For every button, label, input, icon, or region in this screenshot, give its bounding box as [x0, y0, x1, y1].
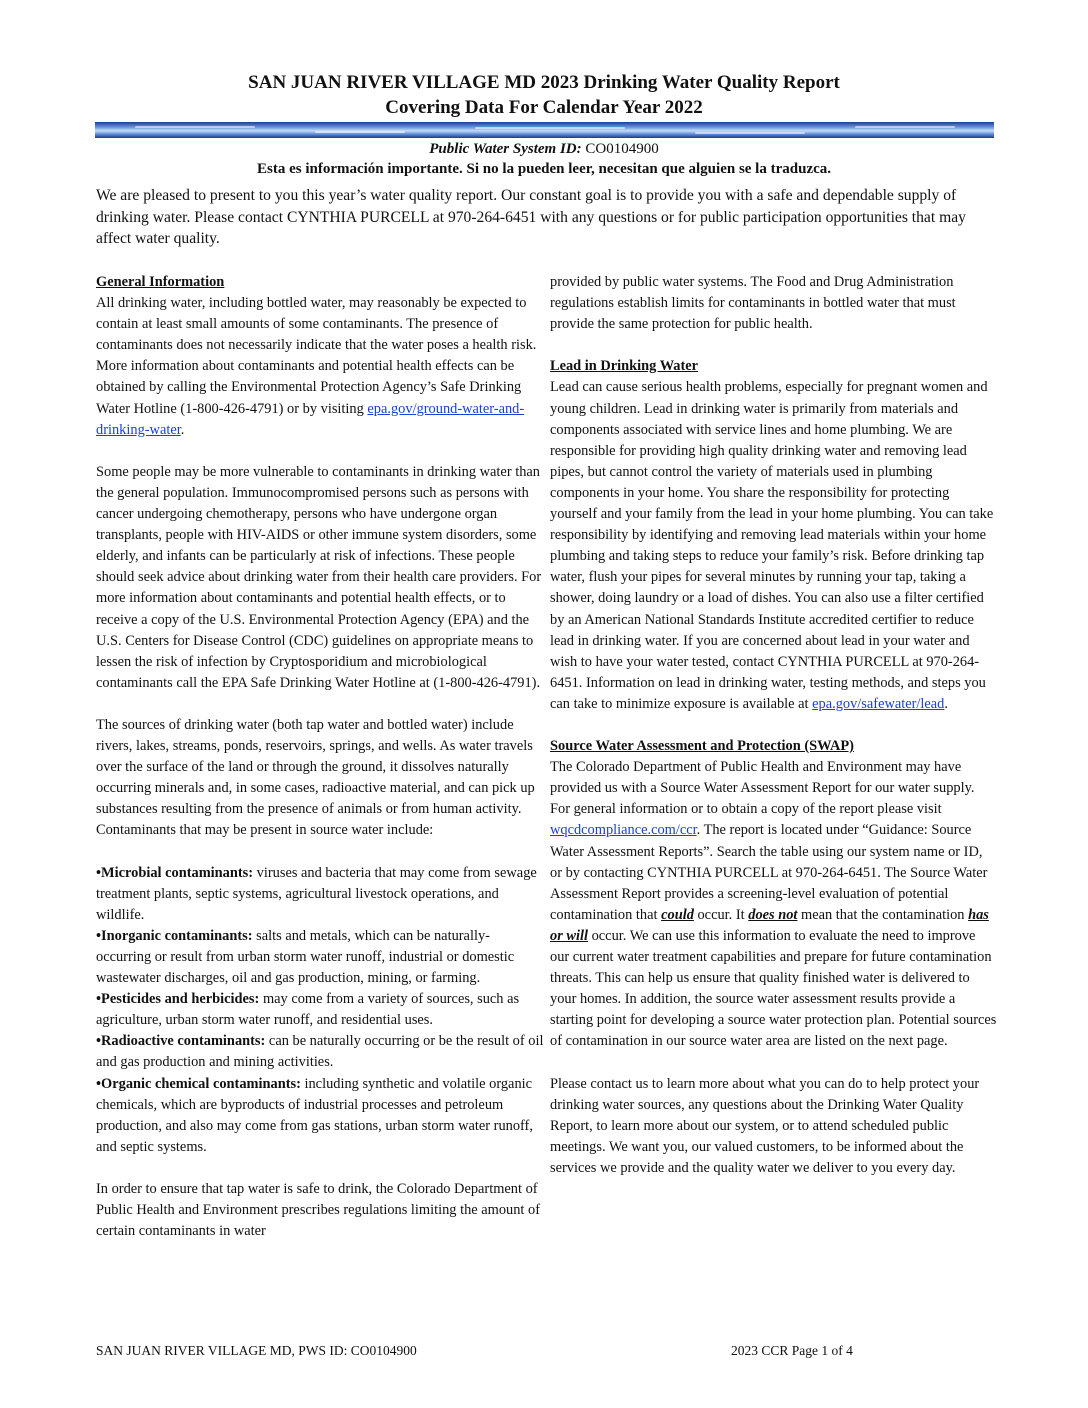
- pws-id-label: Public Water System ID:: [429, 141, 582, 157]
- epa-drinking-water-link[interactable]: epa.gov/ground-water-and-drinking-water: [96, 400, 525, 438]
- report-subtitle: Covering Data For Calendar Year 2022: [385, 97, 703, 118]
- lead-paragraph: Lead can cause serious health problems, especially for pregnant women and young children. Lead in drinking water is primarily from materials and components associated with service lines and home plumbing. We are responsible for providing high quality drinking water and removing lead pipes, but cannot control the variety of materials used in plumbing components in your home. You share the responsibility for protecting yourself and your family from the lead in your home plumbing. You can take responsibility by identifying and removing lead materials within your home plumbing and taking steps to reduce your family’s risk. Before drinking tap water, flush your pipes for several minutes by running your tap, taking a shower, doing laundry or a load of dishes. You can also use a filter certified by an American National Standards Institute accredited certifier to reduce lead in drinking water. If you are concerned about lead in your water and wish to have your water tested, contact CYNTHIA PURCELL at 970-264-6451. Information on lead in drinking water, testing methods, and steps you can take to minimize exposure is available at epa.gov/safewater/lead.: [550, 379, 994, 712]
- pws-id-line: [0, 140, 1088, 159]
- spanish-notice: Esta es información importante. Si no la pueden leer, necesitan que alguien se la traduzca.: [256, 161, 832, 177]
- regulations-paragraph-continued: provided by public water systems. The Food and Drug Administration regulations establish limits for contaminants in bottled water that must provide the same protection for public health.: [550, 274, 956, 333]
- report-title: SAN JUAN RIVER VILLAGE MD 2023 Drinking Water Quality Report: [248, 72, 840, 93]
- footer-system-id: SAN JUAN RIVER VILLAGE MD, PWS ID: CO0104900: [96, 1343, 417, 1358]
- footer-page-number: 2023 CCR Page 1 of 4: [731, 1343, 853, 1358]
- contaminant-item: •Radioactive contaminants: can be naturally occurring or be the result of oil and gas production and mining activities.: [96, 1033, 544, 1071]
- sources-paragraph: The sources of drinking water (both tap water and bottled water) include rivers, lakes, streams, ponds, reservoirs, springs, and wells. As water travels over the surface of the land or through the ground, it dissolves naturally occurring minerals and, in some cases, radioactive material, and can pick up substances resulting from the presence of animals or from human activity. Contaminants that may be present in source water include:: [96, 716, 535, 839]
- epa-lead-link[interactable]: epa.gov/safewater/lead: [812, 695, 945, 712]
- left-column: [96, 272, 544, 1242]
- swap-heading: Source Water Assessment and Protection (SWAP): [550, 738, 854, 755]
- contaminant-item: •Microbial contaminants: viruses and bacteria that may come from sewage treatment plants, septic systems, agricultural livestock operations, and wildlife.: [96, 864, 537, 923]
- regulations-paragraph: In order to ensure that tap water is safe to drink, the Colorado Department of Public Health and Environment prescribes regulations limiting the amount of certain contaminants in water: [96, 1181, 541, 1240]
- intro-paragraph: We are pleased to present to you this year’s water quality report. Our constant goal is to provide you with a safe and dependable supply of drinking water. Please contact CYNTHIA PURCELL at 970-264-6451 with any questions or for public participation opportunities that may affect water quality.: [96, 187, 966, 247]
- contact-paragraph: Please contact us to learn more about what you can do to help protect your drinking water sources, any questions about the Drinking Water Quality Report, to learn more about our system, or to attend scheduled public meetings. We want you, our valued customers, to be informed about the services we provide and the quality water we deliver to you every day.: [550, 1075, 980, 1176]
- vulnerable-populations-paragraph: Some people may be more vulnerable to contaminants in drinking water than the general population. Immunocompromised persons such as persons with cancer undergoing chemotherapy, persons who have undergone organ transplants, people with HIV-AIDS or other immune system disorders, some elderly, and infants can be particularly at risk of infections. These people should seek advice about drinking water from their health care providers. For more information about contaminants and potential health effects, or to receive a copy of the U.S. Environmental Protection Agency (EPA) and the U.S. Centers for Disease Control (CDC) guidelines on appropriate means to lessen the risk of infection by Cryptosporidium and microbiological contaminants call the EPA Safe Drinking Water Hotline at (1-800-426-4791).: [96, 463, 542, 691]
- general-info-heading: General Information: [96, 274, 225, 290]
- wqcd-compliance-link[interactable]: wqcdcompliance.com/ccr: [550, 822, 697, 839]
- contaminant-item: •Inorganic contaminants: salts and metals, which can be naturally-occurring or result from urban storm water runoff, industrial or domestic wastewater discharges, oil and gas production, mining, or farming.: [96, 927, 515, 987]
- lead-heading: Lead in Drinking Water: [550, 358, 699, 375]
- water-banner: [95, 122, 994, 138]
- swap-paragraph: The Colorado Department of Public Health and Environment may have provided us with a Source Water Assessment Report for our water supply. For general information or to obtain a copy of the report please visit wqcdcompliance.com/ccr. The report is located under “Guidance: Source Water Assessment Reports”. Search the table using our system name or ID, or by contacting CYNTHIA PURCELL at 970-264-6451. The Source Water Assessment Report provides a screening-level evaluation of potential contamination that could occur. It does not mean that the contamination has or will occur. We can use this information to evaluate the need to improve our current water treatment capabilities and prepare for future contamination threats. This can help us ensure that quality finished water is delivered to your homes. In addition, the source water assessment results provide a starting point for developing a source water protection plan. Potential sources of contamination in our source water area are listed on the next page.: [550, 759, 997, 1050]
- general-info-paragraph: All drinking water, including bottled water, may reasonably be expected to contain at least small amounts of some contaminants. The presence of contaminants does not necessarily indicate that the water poses a health risk. More information about contaminants and potential health effects can be obtained by calling the Environmental Protection Agency’s Safe Drinking Water Hotline (1-800-426-4791) or by visiting epa.gov/ground-water-and-drinking-water.: [96, 295, 537, 438]
- contaminant-item: •Organic chemical contaminants: including synthetic and volatile organic chemicals, which are byproducts of industrial processes and petroleum production, and also may come from gas stations, urban storm water runoff, and septic systems.: [96, 1075, 533, 1155]
- contaminant-item: •Pesticides and herbicides: may come from a variety of sources, such as agriculture, urban storm water runoff, and residential uses.: [96, 991, 520, 1029]
- pws-id-value: CO0104900: [585, 141, 659, 157]
- right-column: [550, 272, 998, 1179]
